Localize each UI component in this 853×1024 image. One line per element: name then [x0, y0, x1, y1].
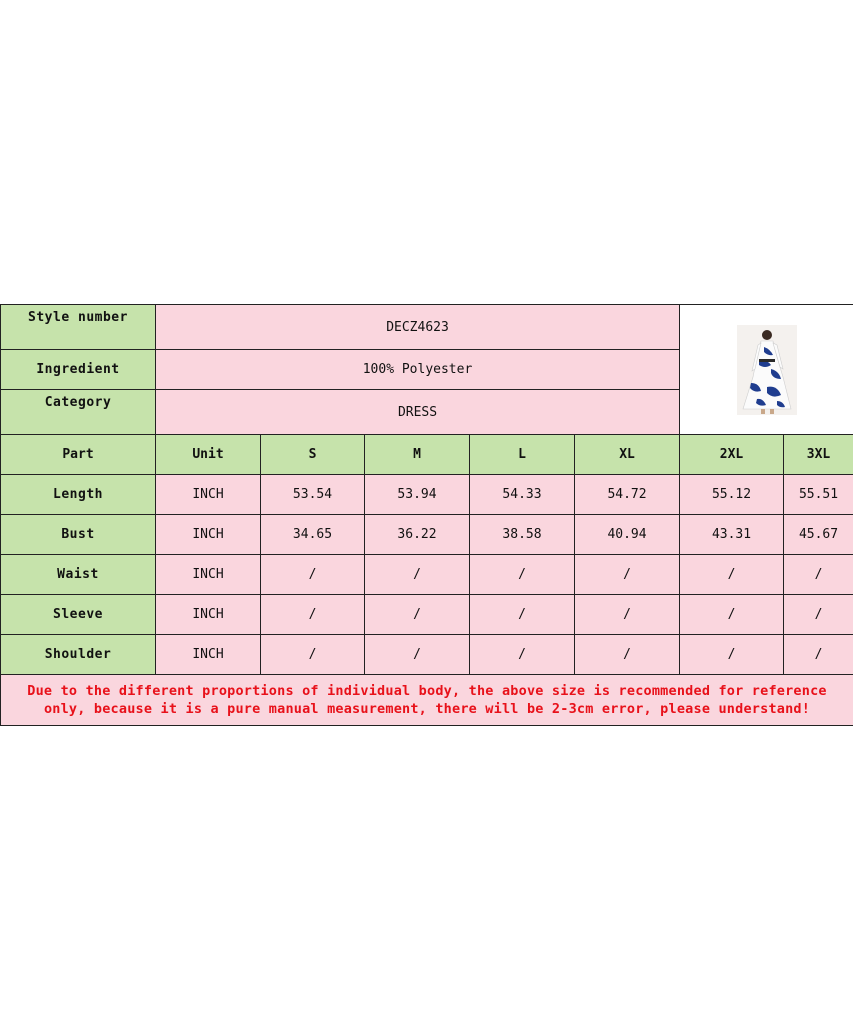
- header-size-s: S: [261, 435, 365, 475]
- cell-value: 38.58: [470, 515, 575, 555]
- cell-value: /: [470, 635, 575, 675]
- cell-value: /: [365, 555, 470, 595]
- row-part-bust: Bust: [1, 515, 156, 555]
- cell-value: 53.54: [261, 475, 365, 515]
- cell-value: 53.94: [365, 475, 470, 515]
- header-size-2xl: 2XL: [680, 435, 784, 475]
- cell-value: 40.94: [575, 515, 680, 555]
- table-row: [1, 555, 853, 595]
- row-unit: INCH: [156, 555, 261, 595]
- row-part-shoulder: Shoulder: [1, 635, 156, 675]
- cell-value: /: [365, 635, 470, 675]
- size-chart-table: [0, 304, 853, 726]
- header-size-l: L: [470, 435, 575, 475]
- cell-value: /: [470, 595, 575, 635]
- cell-value: /: [784, 635, 853, 675]
- row-unit: INCH: [156, 515, 261, 555]
- cell-value: /: [680, 555, 784, 595]
- row-part-sleeve: Sleeve: [1, 595, 156, 635]
- cell-value: /: [680, 595, 784, 635]
- table-row: [1, 475, 853, 515]
- header-size-xl: XL: [575, 435, 680, 475]
- row-unit: INCH: [156, 635, 261, 675]
- ingredient-value: 100% Polyester: [156, 350, 680, 390]
- row-unit: INCH: [156, 595, 261, 635]
- cell-value: 34.65: [261, 515, 365, 555]
- style-number-label: Style number: [1, 305, 156, 350]
- header-size-m: M: [365, 435, 470, 475]
- table-row: [1, 515, 853, 555]
- cell-value: 43.31: [680, 515, 784, 555]
- cell-value: 54.72: [575, 475, 680, 515]
- style-number-value: DECZ4623: [156, 305, 680, 350]
- table-row: [1, 635, 853, 675]
- row-part-waist: Waist: [1, 555, 156, 595]
- cell-value: /: [470, 555, 575, 595]
- header-unit: Unit: [156, 435, 261, 475]
- cell-value: 36.22: [365, 515, 470, 555]
- cell-value: /: [261, 595, 365, 635]
- cell-value: /: [261, 635, 365, 675]
- cell-value: /: [261, 555, 365, 595]
- cell-value: /: [575, 555, 680, 595]
- row-part-length: Length: [1, 475, 156, 515]
- ingredient-label: Ingredient: [1, 350, 156, 390]
- header-part: Part: [1, 435, 156, 475]
- note-row: [1, 675, 853, 726]
- cell-value: 54.33: [470, 475, 575, 515]
- size-chart: [0, 304, 853, 726]
- cell-value: /: [680, 635, 784, 675]
- measurement-note: Due to the different proportions of individual body, the above size is recommended for reference only, because it is a pure manual measurement, there will be 2-3cm error, please understand!: [1, 675, 853, 726]
- cell-value: /: [575, 635, 680, 675]
- style-number-row: [1, 305, 853, 350]
- cell-value: /: [784, 595, 853, 635]
- header-size-3xl: 3XL: [784, 435, 853, 475]
- product-photo-cell: [680, 305, 853, 435]
- dress-photo-icon: [737, 325, 797, 415]
- cell-value: /: [575, 595, 680, 635]
- category-label: Category: [1, 390, 156, 435]
- cell-value: 45.67: [784, 515, 853, 555]
- cell-value: 55.12: [680, 475, 784, 515]
- category-value: DRESS: [156, 390, 680, 435]
- cell-value: 55.51: [784, 475, 853, 515]
- size-header-row: [1, 435, 853, 475]
- row-unit: INCH: [156, 475, 261, 515]
- cell-value: /: [784, 555, 853, 595]
- table-row: [1, 595, 853, 635]
- cell-value: /: [365, 595, 470, 635]
